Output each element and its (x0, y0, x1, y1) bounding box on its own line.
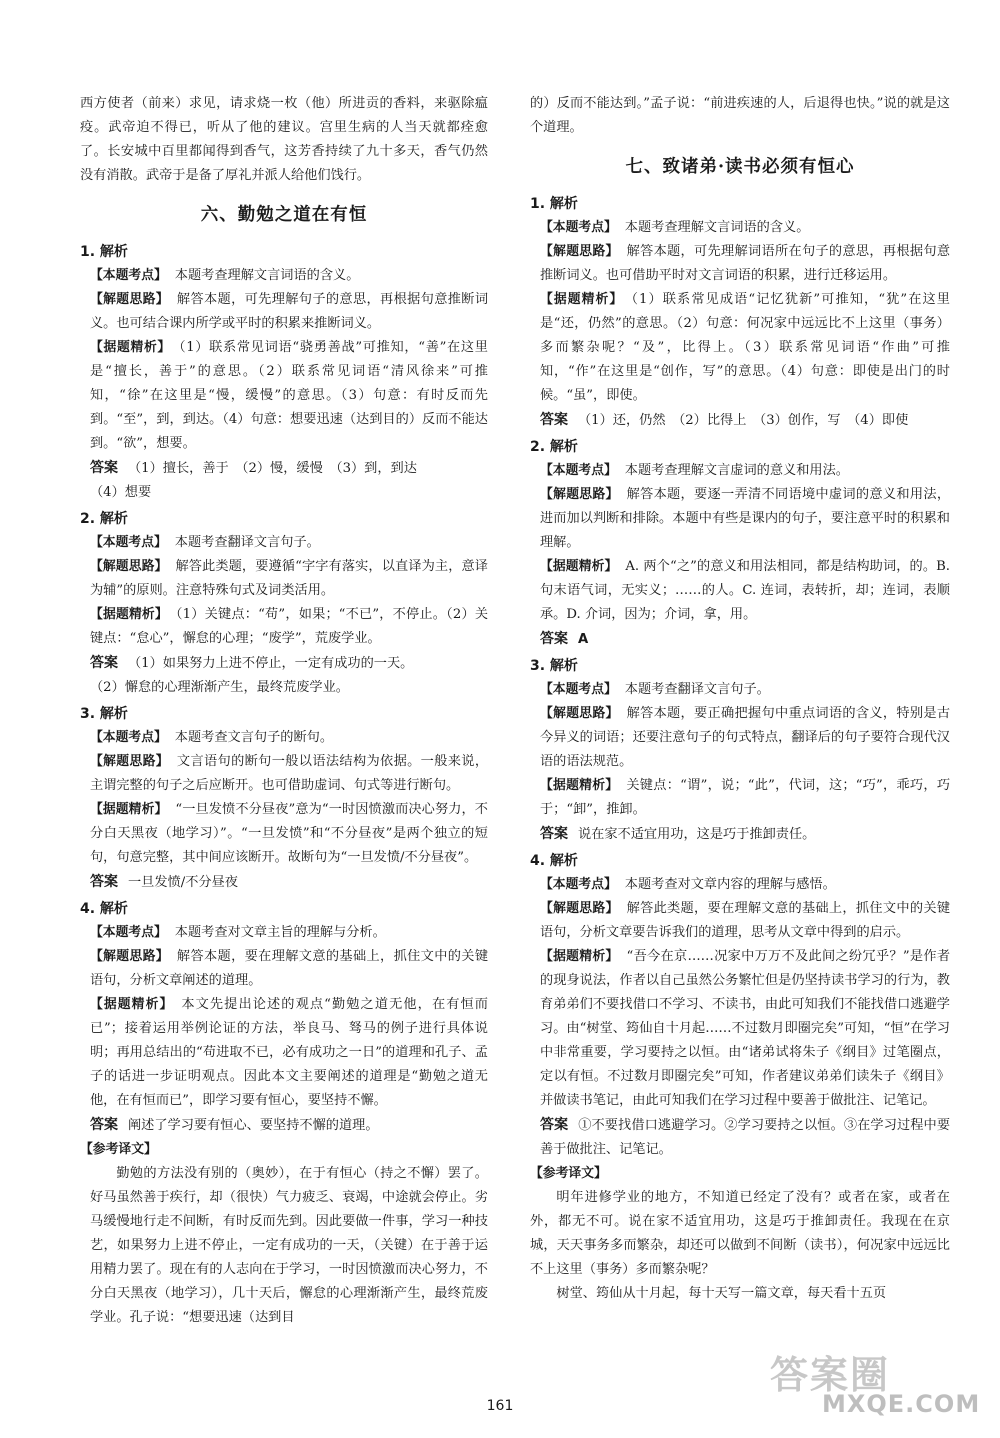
label-silu: 【解题思路】 (540, 901, 619, 916)
label-kaodian: 【本题考点】 (90, 535, 167, 550)
label-jingxi: 【据题精析】 (540, 949, 619, 964)
question-1-body (80, 264, 488, 505)
watermark-logo-cn: 答案圈 (770, 1353, 891, 1397)
label-kaodian: 【本题考点】 (540, 463, 617, 478)
question-3-body (80, 726, 488, 895)
label-silu: 【解题思路】 (540, 706, 619, 721)
label-kaodian: 【本题考点】 (90, 925, 167, 940)
reference-translation-label: 【参考译文】 (530, 1166, 607, 1181)
jingxi-text: “吾今在京……况家中万万不及此间之纷冗乎？”是作者的现身说法，作者以自己虽然公务繁忙但是仍坚持读书学习的行为，教育弟弟们不要找借口不学习、不读书，由此可知我们不能找借口逃避学习。由“树堂、筠仙自十月起……不过数月即圈完矣”可知，“恒”在学习中非常重要，学习要持之以恒。由“诸弟试将朱子《纲目》过笔圈点，定以有恒。不过数月即圈完矣”可知，作者建议弟弟们读朱子《纲目》并做读书笔记，由此可知我们在学习过程中要善于做批注、记笔记。 (540, 949, 951, 1108)
answer-label: 答案 (540, 631, 568, 647)
label-kaodian: 【本题考点】 (540, 877, 617, 892)
question-4-body (80, 921, 488, 1330)
label-jingxi: 【据题精析】 (540, 559, 618, 574)
answer-label: 答案 (90, 655, 118, 671)
label-jingxi: 【据题精析】 (90, 607, 168, 622)
right-intro-text: 的）反而不能达到。”孟子说：“前进疾速的人，后退得也快。”说的就是这个道理。 (530, 96, 950, 135)
question-4-head: 4. 解析 (530, 853, 578, 869)
label-jingxi: 【据题精析】 (540, 778, 619, 793)
kaodian-text: 本题考查翻译文言句子。 (174, 535, 320, 550)
label-silu: 【解题思路】 (90, 754, 169, 769)
question-2-head: 2. 解析 (80, 511, 128, 527)
label-silu: 【解题思路】 (90, 292, 169, 307)
answer-text: A (578, 632, 589, 647)
question-4-body (530, 873, 950, 1162)
question-2-body (80, 531, 488, 700)
label-silu: 【解题思路】 (540, 487, 619, 502)
question-1-head: 1. 解析 (530, 196, 578, 212)
jingxi-text: （1）关键点：“苟”，如果；“不已”，不停止。（2）关键点：“怠心”，懈怠的心理；“废学”，荒废学业。 (90, 607, 489, 646)
jingxi-text: 关键点：“谓”，说；“此”，代词，这；“巧”，乖巧，巧于；“卸”，推卸。 (540, 778, 951, 817)
answer-label: 答案 (540, 826, 568, 842)
silu-text: 解答本题，要正确把握句中重点词语的含义，特别是古今异义的词语；还要注意句子的句式特点，翻译后的句子要符合现代汉语的语法规范。 (540, 706, 951, 769)
kaodian-text: 本题考查文言句子的断句。 (174, 730, 334, 745)
question-2-body (530, 459, 950, 652)
question-2-head: 2. 解析 (530, 439, 578, 455)
watermark-logo (770, 1344, 980, 1424)
question-4-head: 4. 解析 (80, 901, 128, 917)
left-intro-text: 西方使者（前来）求见，请求烧一枚（他）所进贡的香料，来驱除瘟疫。武帝迫不得已，听从了他的建议。宫里生病的人当天就都痊愈了。长安城中百里都闻得到香气，这芳香持续了九十多天，香气仍然没有消散。武帝于是备了厚礼并派人给他们饯行。 (80, 96, 488, 183)
question-1-head: 1. 解析 (80, 244, 128, 260)
question-1-body (530, 216, 950, 433)
answer-label: 答案 (90, 1117, 118, 1133)
jingxi-text: （1）联系常见词语“骁勇善战”可推知，“善”在这里是“擅长，善于”的意思。（2）联系常见词语“清风徐来”可推知，“徐”在这里是“慢，缓慢”的意思。（3）句意：有时反而先到。“至”，到，到达。（4）句意：想要迅速（达到目的）反而不能达到。“欲”，想要。 (90, 340, 488, 451)
reference-translation-text: 明年进修学业的地方，不知道已经定了没有？或者在家，或者在外，都无不可。说在家不适宜用功，这是巧于推卸责任。我现在在京城，天天事务多而繁杂，却还可以做到不间断（读书），何况家中远远比不上这里（事务）多而繁杂呢？ (530, 1190, 950, 1277)
answer-text: 阐述了学习要有恒心、要坚持不懈的道理。 (128, 1118, 379, 1133)
right-column (530, 92, 950, 1306)
question-3-head: 3. 解析 (80, 706, 128, 722)
section-heading-6: 六、勤勉之道在有恒 (200, 205, 368, 225)
answer-label: 答案 (90, 874, 118, 890)
silu-text: 解答本题，可先理解句子的意思，再根据句意推断词义。也可结合课内所学或平时的积累来推断词义。 (90, 292, 489, 331)
jingxi-text: “一旦发愤不分昼夜”意为“一时因愤激而决心努力，不分白天黑夜（地学习）”。“一旦发愤”和“不分昼夜”是两个独立的短句，句意完整，其中间应该断开。故断句为“一旦发愤/不分昼夜”。 (90, 802, 488, 865)
silu-text: 解答本题，可先理解词语所在句子的意思，再根据句意推断词义。也可借助平时对文言词语的积累，进行迁移运用。 (540, 244, 951, 283)
jingxi-text: （1）联系常见成语“记忆犹新”可推知，“犹”在这里是“还，仍然”的意思。（2）句意：何况家中远远比不上这里（事务）多而繁杂呢？“及”，比得上。（3）联系常见词语“作曲”可推知，“作”在这里是“创作，写”的意思。（4）句意：即使是出门的时候。“虽”，即使。 (540, 292, 950, 403)
label-kaodian: 【本题考点】 (90, 268, 167, 283)
section-heading-7: 七、致诸弟·读书必须有恒心 (625, 157, 855, 177)
label-jingxi: 【据题精析】 (540, 292, 624, 307)
reference-translation-text: 勤勉的方法没有别的（奥妙），在于有恒心（持之不懈）罢了。好马虽然善于疾行，却（很快）气力疲乏、衰竭，中途就会停止。劣马缓慢地行走不间断，有时反而先到。因此要做一件事，学习一种技艺，如果努力上进不停止，一定有成功的一天，（关键）在于善于运用精力罢了。现在有的人志向在于学习，一时因愤激而决心努力，不分白天黑夜（地学习），几十天后，懈怠的心理渐渐产生，最终荒废学业。孔子说：“想要迅速（达到目 (90, 1166, 488, 1325)
label-silu: 【解题思路】 (90, 949, 169, 964)
label-silu: 【解题思路】 (540, 244, 619, 259)
kaodian-text: 本题考查对文章主旨的理解与分析。 (174, 925, 386, 940)
label-jingxi: 【据题精析】 (90, 997, 174, 1012)
jingxi-text: A. 两个“之”的意义和用法相同，都是结构助词，的。B. 句末语气词，无实义；……的人。C. 连词，表转折，却；连词，表顺承。D. 介词，因为；介词，拿，用。 (540, 559, 951, 622)
reference-translation-text-cont: 树堂、筠仙从十月起，每十天写一篇文章，每天看十五页 (556, 1286, 887, 1301)
label-kaodian: 【本题考点】 (540, 220, 617, 235)
answer-text: （1）还，仍然 （2）比得上 （3）创作，写 （4）即使 (578, 413, 909, 428)
answer-text: （1）如果努力上进不停止，一定有成功的一天。 (128, 656, 414, 671)
watermark-logo-en: MXQE.COM (822, 1390, 981, 1418)
answer-text: 一旦发愤/不分昼夜 (128, 875, 238, 890)
answer-text: 说在家不适宜用功，这是巧于推卸责任。 (578, 827, 816, 842)
kaodian-text: 本题考查理解文言虚词的意义和用法。 (624, 463, 849, 478)
silu-text: 解答此类题，要在理解文意的基础上，抓住文中的关键语句，分析文章要告诉我们的道理，思考从文章中得到的启示。 (540, 901, 951, 940)
kaodian-text: 本题考查翻译文言句子。 (624, 682, 770, 697)
left-column (80, 92, 488, 1330)
answer-label: 答案 (90, 460, 118, 476)
label-silu: 【解题思路】 (90, 559, 168, 574)
kaodian-text: 本题考查理解文言词语的含义。 (624, 220, 810, 235)
silu-text: 解答本题，要在理解文意的基础上，抓住文中的关键语句，分析文章阐述的道理。 (90, 949, 489, 988)
silu-text: 解答本题，要逐一弄清不同语境中虚词的意义和用法，进而加以判断和排除。本题中有些是课内的句子，要注意平时的积累和理解。 (540, 487, 951, 550)
label-jingxi: 【据题精析】 (90, 802, 168, 817)
question-3-head: 3. 解析 (530, 658, 578, 674)
kaodian-text: 本题考查理解文言词语的含义。 (174, 268, 360, 283)
label-kaodian: 【本题考点】 (540, 682, 617, 697)
silu-text: 解答此类题，要遵循“字字有落实，以直译为主，意译为辅”的原则。注意特殊句式及词类活用。 (90, 559, 488, 598)
label-jingxi: 【据题精析】 (90, 340, 171, 355)
answer-label: 答案 (540, 412, 568, 428)
reference-translation-label: 【参考译文】 (80, 1142, 157, 1157)
jingxi-text: 本文先提出论述的观点“勤勉之道无他，在有恒而已”；接着运用举例论证的方法，举良马、驽马的例子进行具体说明；再用总结出的“苟进取不已，必有成功之一日”的道理和孔子、孟子的话进一步证明观点。因此本文主要阐述的道理是“勤勉之道无他，在有恒而已”，即学习要有恒心，要坚持不懈。 (90, 997, 488, 1108)
kaodian-text: 本题考查对文章内容的理解与感悟。 (624, 877, 836, 892)
answer-text-cont: （4）想要 (90, 485, 152, 500)
answer-text: （1）擅长，善于 （2）慢，缓慢 （3）到，到达 (128, 461, 417, 476)
page-number: 161 (486, 1398, 514, 1414)
question-3-body (530, 678, 950, 847)
silu-text: 文言语句的断句一般以语法结构为依据。一般来说，主谓完整的句子之后应断开。也可借助虚词、句式等进行断句。 (90, 754, 489, 793)
answer-text: ①不要找借口逃避学习。②学习要持之以恒。③在学习过程中要善于做批注、记笔记。 (540, 1118, 951, 1157)
label-kaodian: 【本题考点】 (90, 730, 167, 745)
answer-text-cont: （2）懈怠的心理渐渐产生，最终荒废学业。 (90, 680, 349, 695)
answer-label: 答案 (540, 1117, 569, 1133)
